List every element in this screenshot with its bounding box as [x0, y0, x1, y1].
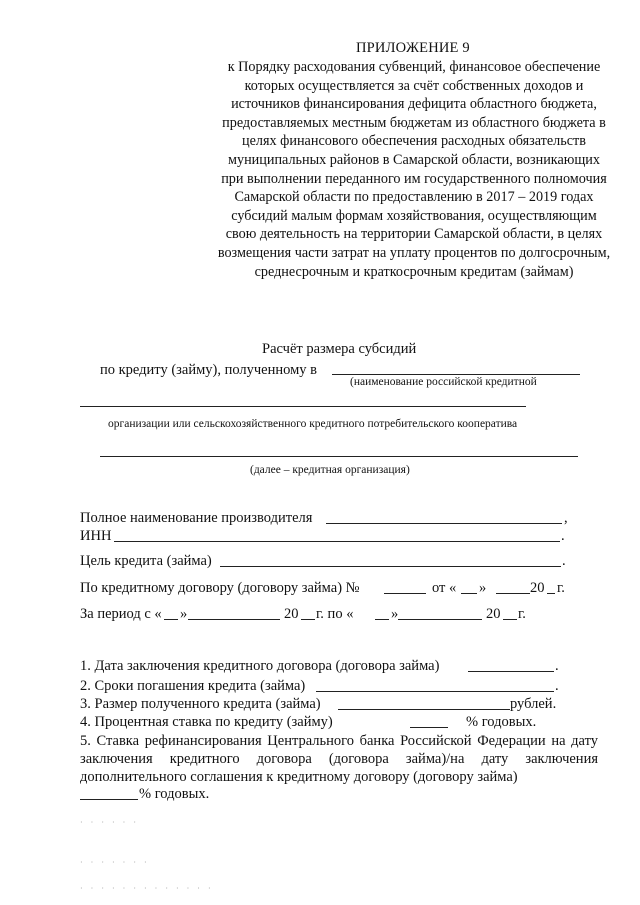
- item-2-dot: .: [555, 678, 559, 694]
- period-from-day-blank[interactable]: [164, 619, 178, 620]
- producer-blank[interactable]: [326, 523, 562, 524]
- contract-year-blank[interactable]: [547, 593, 555, 594]
- contract-number-blank[interactable]: [384, 593, 426, 594]
- inn-blank[interactable]: [114, 541, 560, 542]
- period-to-label: г. по «: [316, 606, 354, 622]
- contract-year-prefix: 20: [530, 580, 545, 596]
- period-to-day-blank[interactable]: [375, 619, 389, 620]
- item-1-dot: .: [555, 658, 559, 674]
- purpose-blank[interactable]: [220, 566, 561, 567]
- item-3-label: 3. Размер полученного кредита (займа): [80, 696, 321, 712]
- item-5-label: 5. Ставка рефинансирования Центрального банка Российской Федерации на дату заключения кредитного договора (договора займа)/на дату заключения дополнительного соглашения к кредитному договору (договору займа): [80, 733, 598, 785]
- loan-received-label: по кредиту (займу), полученному в: [100, 362, 318, 378]
- appendix-description: к Порядку расходования субвенций, финансовое обеспечение которых осуществляется за счёт собственных доходов и источников финансирования дефицита областного бюджета, предоставляемых местным бюджетам из областного бюджета в целях финансового обеспечения расходных обязательств муниципальных районов в Самарской области, возникающих при выполнении переданного им государственного полномочия Самарской области по предоставлению в 2017 – 2019 годах субсидий малым формам хозяйствования, осуществляющим свою деятельность на территории Самарской области, в целях возмещения части затрат на уплату процентов по долгосрочным, среднесрочным и краткосрочным кредитам (займам): [217, 59, 611, 280]
- period-to-month-blank[interactable]: [398, 619, 482, 620]
- cooperative-caption: организации или сельскохозяйственного кредитного потребительского кооператива: [108, 418, 518, 430]
- item-5-percent: % годовых.: [139, 786, 210, 802]
- item-4-percent: % годовых.: [466, 714, 537, 730]
- item-1-label: 1. Дата заключения кредитного договора (договора займа): [80, 658, 440, 674]
- scan-noise: · · · · · ·: [80, 818, 139, 827]
- period-year-suffix-2: г.: [518, 606, 526, 622]
- credit-organization-blank[interactable]: [332, 374, 580, 375]
- contract-day-blank[interactable]: [461, 593, 477, 594]
- item-2-blank[interactable]: [316, 691, 554, 692]
- purpose-dot: .: [562, 553, 566, 569]
- producer-comma: ,: [564, 510, 568, 526]
- period-from-year-blank[interactable]: [301, 619, 315, 620]
- purpose-label: Цель кредита (займа): [80, 553, 212, 569]
- period-year-prefix-1: 20: [284, 606, 299, 622]
- appendix-title: ПРИЛОЖЕНИЕ 9: [356, 40, 470, 56]
- producer-label: Полное наименование производителя: [80, 510, 313, 526]
- item-4-blank[interactable]: [410, 727, 448, 728]
- scan-noise: · · · · · · ·: [80, 858, 150, 867]
- period-quote-1: »: [180, 606, 188, 622]
- calculation-title: Расчёт размера субсидий: [262, 341, 417, 357]
- scan-noise: · · · · · · · · · · · · ·: [80, 884, 214, 893]
- inn-label: ИНН: [80, 528, 112, 544]
- credit-organization-blank-2[interactable]: [80, 406, 526, 407]
- period-year-prefix-2: 20: [486, 606, 501, 622]
- period-to-year-blank[interactable]: [503, 619, 517, 620]
- item-3-rubles: рублей.: [510, 696, 557, 712]
- item-4-label: 4. Процентная ставка по кредиту (займу): [80, 714, 333, 730]
- item-5: [80, 732, 598, 786]
- contract-quote: »: [479, 580, 487, 596]
- contract-year-suffix: г.: [557, 580, 565, 596]
- credit-organization-caption: (наименование российской кредитной: [350, 376, 537, 388]
- inn-dot: .: [561, 528, 565, 544]
- item-1-blank[interactable]: [468, 671, 554, 672]
- contract-month-blank[interactable]: [496, 593, 530, 594]
- contract-from-label: от «: [432, 580, 457, 596]
- credit-organization-blank-3[interactable]: [100, 456, 578, 457]
- credit-organization-short-caption: (далее – кредитная организация): [250, 464, 410, 476]
- item-2-label: 2. Сроки погашения кредита (займа): [80, 678, 306, 694]
- period-quote-2: »: [391, 606, 399, 622]
- item-3-blank[interactable]: [338, 709, 510, 710]
- period-from-label: За период с «: [80, 606, 162, 622]
- item-5-blank[interactable]: [80, 799, 138, 800]
- period-from-month-blank[interactable]: [188, 619, 280, 620]
- contract-label: По кредитному договору (договору займа) №: [80, 580, 360, 596]
